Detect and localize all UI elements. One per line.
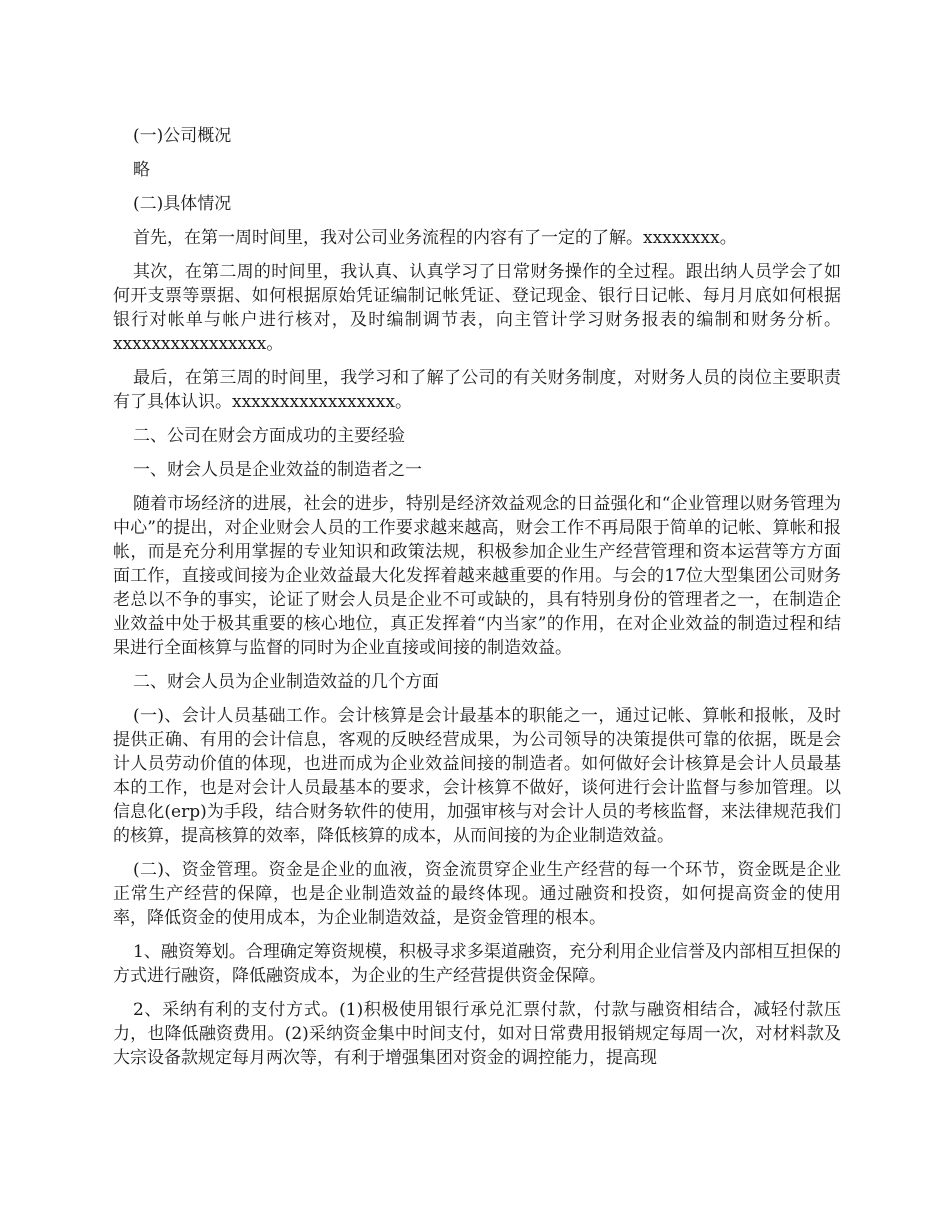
document-body xyxy=(113,124,841,1080)
paragraph-third-week: 最后，在第三周的时间里，我学习和了解了公司的有关财务制度，对财务人员的岗位主要职责有了具体认识。xxxxxxxxxxxxxxxxx。 xyxy=(113,368,841,412)
paragraph-first-week: 首先，在第一周时间里，我对公司业务流程的内容有了一定的了解。xxxxxxxx。 xyxy=(133,228,737,248)
subheading-aspects-of-value: 二、财会人员为企业制造效益的几个方面 xyxy=(133,672,439,692)
paragraph-second-week: 其次，在第二周的时间里，我认真、认真学习了日常财务操作的全过程。跟出纳人员学会了如何开支票等票据、如何根据原始凭证编制记帐凭证、登记现金、银行日记帐、每月月底如何根据银行对帐单与帐户进行核对，及时编制调节表，向主管计学习财务报表的编制和财务分析。xxxxxxxxxxxxxxxx。 xyxy=(113,262,841,354)
subheading-finance-staff-creators: 一、财会人员是企业效益的制造者之一 xyxy=(133,460,422,480)
paragraph-payment-methods: 2、采纳有利的支付方式。(1)积极使用银行承兑汇票付款，付款与融资相结合，减轻付款压力，也降低融资费用。(2)采纳资金集中时间支付，如对日常费用报销规定每周一次，对材料款及大宗设备款规定每月两次等，有利于增强集团对资金的调控能力，提高现 xyxy=(113,1000,841,1068)
paragraph-market-economy: 随着市场经济的进展，社会的进步，特别是经济效益观念的日益强化和“企业管理以财务管理为中心”的提出，对企业财会人员的工作要求越来越高，财会工作不再局限于简单的记帐、算帐和报帐，而是充分利用掌握的专业知识和政策法规，积极参加企业生产经营管理和资本运营等方方面面工作，直接或间接为企业效益最大化发挥着越来越重要的作用。与会的17位大型集团公司财务老总以不争的事实，论证了财会人员是企业不可或缺的，具有特别身份的管理者之一，在制造企业效益中处于极其重要的核心地位，真正发挥着“内当家”的作用，在对企业效益的制造过程和结果进行全面核算与监督的同时为企业直接或间接的制造效益。 xyxy=(113,494,841,658)
paragraph-fund-management: (二)、资金管理。资金是企业的血液，资金流贯穿企业生产经营的每一个环节，资金既是企业正常生产经营的保障，也是企业制造效益的最终体现。通过融资和投资，如何提高资金的使用率，降低资金的使用成本，为企业制造效益，是资金管理的根本。 xyxy=(113,860,841,928)
paragraph-accounting-basics: (一)、会计人员基础工作。会计核算是会计最基本的职能之一，通过记帐、算帐和报帐，及时提供正确、有用的会计信息，客观的反映经营成果，为公司领导的决策提供可靠的依据，既是会计人员劳动价值的体现，也进而成为企业效益间接的制造者。如何做好会计核算是会计人员最基本的工作，也是对会计人员最基本的要求，会计核算不做好，谈何进行会计监督与参加管理。以信息化(erp)为手段，结合财务软件的使用，加强审核与对会计人员的考核监督，来法律规范我们的核算，提高核算的效率，降低核算的成本，从而间接的为企业制造效益。 xyxy=(113,706,841,846)
overview-text: 略 xyxy=(133,160,150,180)
section-heading-company-overview: (一)公司概况 xyxy=(133,126,232,146)
paragraph-financing-plan: 1、融资筹划。合理确定筹资规模，积极寻求多渠道融资，充分利用企业信誉及内部相互担保的方式进行融资，降低融资成本，为企业的生产经营提供资金保障。 xyxy=(113,942,841,986)
section-heading-specific-situation: (二)具体情况 xyxy=(133,194,232,214)
section-heading-main-experience: 二、公司在财会方面成功的主要经验 xyxy=(133,426,405,446)
